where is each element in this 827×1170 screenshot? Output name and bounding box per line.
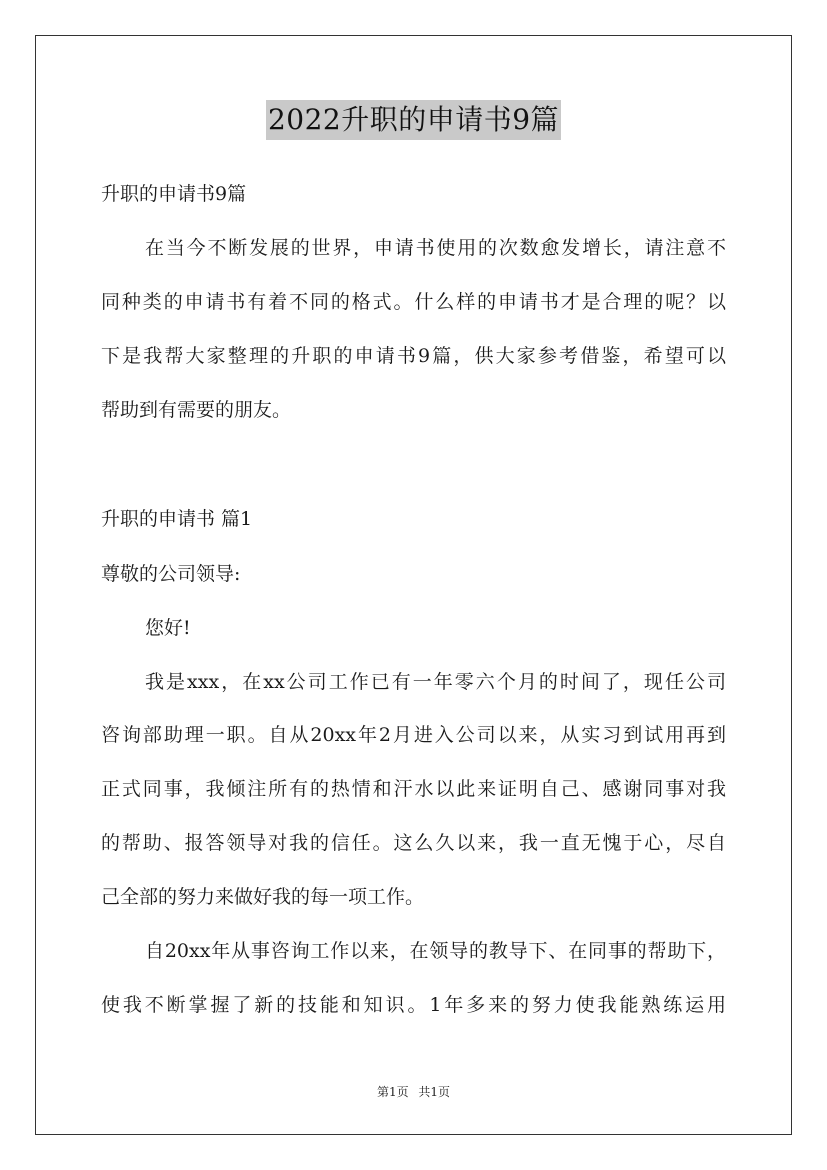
greeting: 您好!	[145, 617, 191, 639]
page-number: 第1页	[376, 1085, 409, 1099]
intro-line: 在当今不断发展的世界，申请书使用的次数愈发增长，请注意不	[145, 237, 726, 259]
page-total: 共1页	[418, 1085, 451, 1099]
paragraph-line: 正式同事，我倾注所有的热情和汗水以此来证明自己、感谢同事对我	[101, 778, 726, 800]
intro-line: 同种类的申请书有着不同的格式。什么样的申请书才是合理的呢？以	[101, 291, 726, 313]
subtitle: 升职的申请书9篇	[101, 183, 247, 205]
intro-line: 帮助到有需要的朋友。	[101, 399, 292, 421]
paragraph-line: 己全部的努力来做好我的每一项工作。	[101, 886, 425, 908]
page-footer	[0, 1083, 827, 1100]
paragraph-line: 自20xx年从事咨询工作以来，在领导的教导下、在同事的帮助下，	[145, 940, 726, 962]
salutation: 尊敬的公司领导:	[101, 563, 241, 585]
title-area	[0, 100, 827, 140]
section-heading: 升职的申请书 篇1	[101, 508, 253, 530]
paragraph-line: 我是xxx，在xx公司工作已有一年零六个月的时间了，现任公司	[145, 671, 726, 693]
paragraph-line: 的帮助、报答领导对我的信任。这么久以来，我一直无愧于心，尽自	[101, 832, 726, 854]
intro-line: 下是我帮大家整理的升职的申请书9篇，供大家参考借鉴，希望可以	[101, 345, 726, 367]
document-title: 2022升职的申请书9篇	[266, 100, 561, 140]
paragraph-line: 使我不断掌握了新的技能和知识。1年多来的努力使我能熟练运用	[101, 994, 726, 1016]
paragraph-line: 咨询部助理一职。自从20xx年2月进入公司以来，从实习到试用再到	[101, 724, 726, 746]
